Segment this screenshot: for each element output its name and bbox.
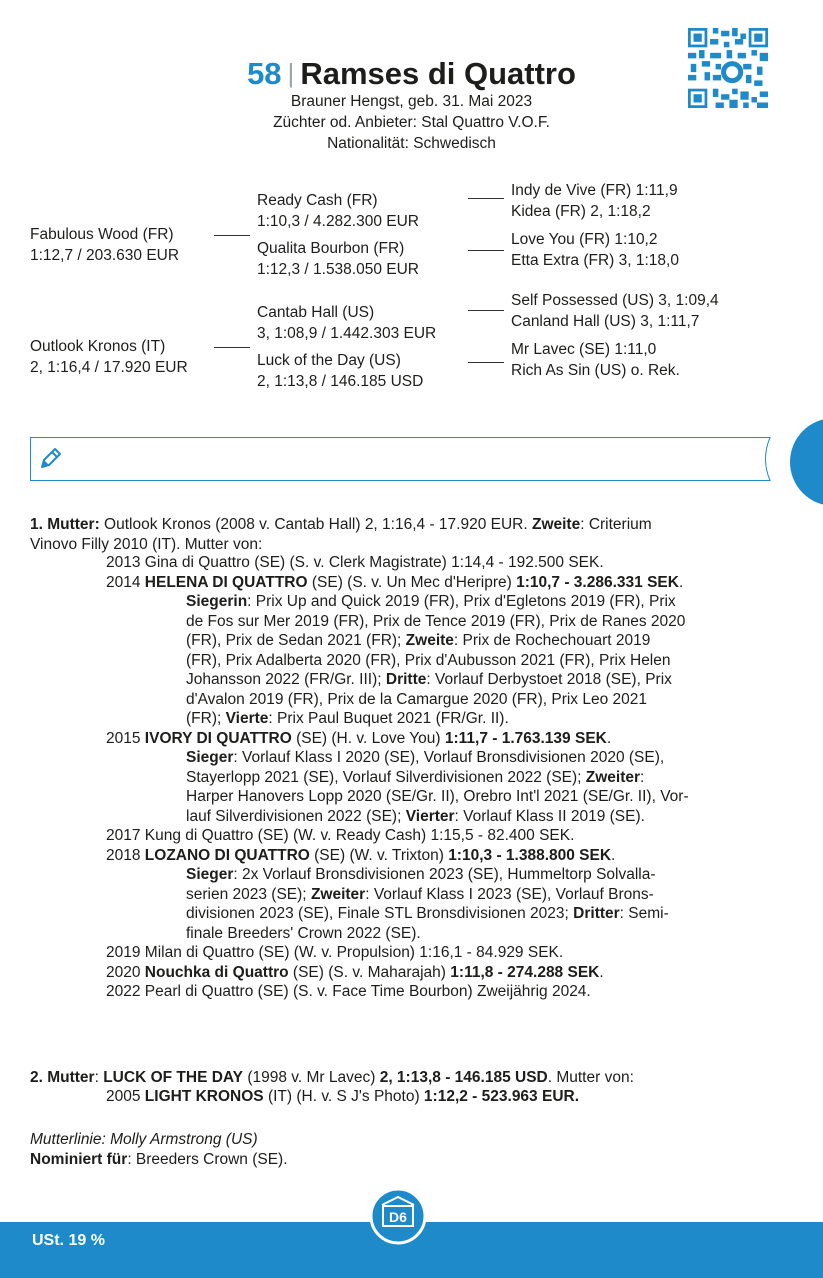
g3-group-3: [511, 290, 719, 332]
g3-ancestor: Love You (FR) 1:10,2: [511, 231, 658, 248]
text-span: divisionen 2023 (SE), Finale STL Bronsdivisionen 2023;: [186, 905, 574, 922]
offspring-record: 1:10,3 - 1.388.800 SEK: [448, 846, 612, 864]
pedigree-connector: [214, 347, 250, 348]
vat-label: USt. 19 %: [32, 1232, 105, 1249]
dam-dam: [257, 350, 423, 392]
offspring-name: IVORY DI QUATTRO: [144, 729, 292, 747]
mutterlinie: Mutterlinie: Molly Armstrong (US): [30, 1131, 258, 1148]
offspring-2015: [106, 729, 786, 749]
text-span: : Breeders Crown (SE).: [127, 1151, 288, 1168]
text-span: :: [94, 1069, 104, 1086]
offspring-record: 1:10,7 - 3.286.331 SEK: [516, 573, 679, 591]
g3-group-1: [511, 180, 678, 222]
text-line: (FR), Prix Adalberta 2020 (FR), Prix d'Aubusson 2021 (FR), Prix Helen: [186, 651, 671, 669]
text-span: Stayerlopp 2021 (SE), Vorlauf Silverdivisionen 2022 (SE);: [186, 768, 586, 786]
text-span: lauf Silverdivisionen 2022 (SE);: [186, 807, 406, 825]
g3-ancestor: Self Possessed (US) 3, 1:09,4: [511, 292, 719, 309]
notes-field-edge: [755, 437, 785, 481]
qr-code-icon[interactable]: [688, 28, 768, 108]
offspring-record: 1:11,7 - 1.763.139 SEK: [444, 729, 607, 747]
dam-dam-record: 2, 1:13,8 / 146.185 USD: [257, 373, 424, 390]
offspring-2019: 2019 Milan di Quattro (SE) (W. v. Propulsion) 1:16,1 - 84.929 SEK.: [106, 944, 564, 961]
pedigree-connector: [468, 310, 504, 311]
offspring-2015-results: [106, 748, 786, 826]
text-span: (FR), Prix de Sedan 2021 (FR);: [186, 632, 406, 649]
lot-number: 58: [247, 56, 282, 91]
side-tab[interactable]: [790, 418, 823, 506]
second-dam-name: LUCK OF THE DAY: [103, 1069, 244, 1086]
label-bold: Sieger: [186, 749, 234, 766]
second-dam-label: 2. Mutter: [30, 1069, 95, 1086]
pedigree-connector: [468, 198, 504, 199]
title-separator: |: [287, 58, 295, 88]
text-span: 2015: [106, 729, 145, 747]
offspring-2013: 2013 Gina di Quattro (SE) (S. v. Clerk Magistrate) 1:14,4 - 192.500 SEK.: [106, 554, 604, 571]
text-span: .: [678, 573, 684, 591]
sire-record: 1:12,7 / 203.630 EUR: [30, 247, 180, 264]
offspring-2018: [106, 846, 786, 866]
label-bold: Vierte: [225, 710, 269, 727]
offspring-list: [106, 553, 786, 1002]
dam-sire: [257, 302, 436, 344]
label-bold: Dritter: [573, 905, 620, 922]
breeder-line: Züchter od. Anbieter: Stal Quattro V.O.F.: [273, 114, 550, 131]
dam-sire-record: 3, 1:08,9 / 1.442.303 EUR: [257, 325, 437, 342]
text-line: de Fos sur Mer 2019 (FR), Prix de Tence 2019 (FR), Prix de Ranes 2020: [186, 612, 686, 630]
g3-ancestor: Mr Lavec (SE) 1:11,0: [511, 341, 657, 358]
text-span: : Semi-: [619, 905, 669, 922]
label-bold: Nominiert für: [30, 1151, 128, 1168]
text-span: Johansson 2022 (FR/Gr. III);: [186, 671, 386, 688]
offspring-2014: [106, 573, 786, 593]
offspring-name: LOZANO DI QUATTRO: [144, 846, 310, 864]
dam: [30, 336, 188, 378]
text-span: (IT) (H. v. S J's Photo): [263, 1088, 424, 1105]
offspring-name: LIGHT KRONOS: [144, 1088, 264, 1105]
text-line: d'Avalon 2019 (FR), Prix de la Camargue 2020 (FR), Prix Leo 2021: [186, 690, 648, 708]
first-dam-intro-2: Vinovo Filly 2010 (IT). Mutter von:: [30, 535, 263, 553]
nominated-line: [30, 1150, 288, 1170]
text-span: (SE) (H. v. Love You): [291, 729, 445, 747]
g3-group-4: [511, 339, 680, 381]
horse-name: Ramses di Quattro: [300, 56, 576, 91]
text-span: 2018: [106, 846, 145, 864]
first-dam-label: 1. Mutter:: [30, 516, 100, 533]
text-span: . Mutter von:: [547, 1069, 634, 1086]
sire-sire: [257, 190, 419, 232]
offspring-name: Nouchka di Quattro: [144, 963, 289, 981]
text-span: .: [611, 846, 616, 864]
text-span: : Prix de Rochechouart 2019: [453, 632, 651, 649]
g3-ancestor: Canland Hall (US) 3, 1:11,7: [511, 313, 700, 330]
dam-record: 2, 1:16,4 / 17.920 EUR: [30, 359, 188, 376]
offspring-name: HELENA DI QUATTRO: [144, 573, 308, 591]
text-span: (1998 v. Mr Lavec): [243, 1069, 380, 1086]
label-bold: Sieger: [186, 866, 234, 883]
notes-field[interactable]: [30, 437, 770, 481]
text-span: 2020: [106, 963, 145, 981]
sire: [30, 224, 179, 266]
text-span: :: [640, 768, 645, 786]
offspring-2022: 2022 Pearl di Quattro (SE) (S. v. Face Time Bourbon) Zweijährig 2024.: [106, 983, 591, 1000]
g3-ancestor: Rich As Sin (US) o. Rek.: [511, 362, 680, 379]
text-line: Harper Hanovers Lopp 2020 (SE/Gr. II), Orebro Int'l 2021 (SE/Gr. II), Vor-: [186, 788, 689, 805]
text-span: (SE) (S. v. Un Mec d'Heripre): [307, 573, 517, 591]
offspring-2017: 2017 Kung di Quattro (SE) (W. v. Ready Cash) 1:15,5 - 82.400 SEK.: [106, 827, 575, 844]
sire-sire-record: 1:10,3 / 4.282.300 EUR: [257, 213, 420, 230]
text-line: finale Breeders' Crown 2022 (SE).: [186, 924, 421, 942]
text-span: .: [606, 729, 612, 747]
offspring-2018-results: [106, 865, 786, 943]
text-span: : Prix Up and Quick 2019 (FR), Prix d'Egletons 2019 (FR), Prix: [247, 593, 676, 610]
second-dam-record: 2, 1:13,8 - 146.185 USD: [379, 1069, 548, 1086]
dam-name: Outlook Kronos (IT): [30, 338, 166, 355]
pedigree-connector: [214, 235, 250, 236]
sire-sire-name: Ready Cash (FR): [257, 192, 378, 209]
text-span: (FR);: [186, 710, 226, 727]
label-bold: Zweiter: [310, 885, 366, 903]
label-bold: Zweiter: [585, 768, 641, 786]
g3-ancestor: Etta Extra (FR) 3, 1:18,0: [511, 252, 679, 269]
text-span: : 2x Vorlauf Bronsdivisionen 2023 (SE), Hummeltorp Solvalla-: [233, 866, 656, 883]
text-span: : Vorlauf Klass I 2023 (SE), Vorlauf Brons-: [365, 885, 654, 903]
text-span: 2014: [106, 573, 145, 591]
offspring-2014-results: [106, 592, 786, 729]
offspring-record: 1:11,8 - 274.288 SEK: [450, 963, 600, 981]
nationality-line: Nationalität: Schwedisch: [327, 135, 496, 152]
sire-dam-record: 1:12,3 / 1.538.050 EUR: [257, 261, 420, 278]
badge-label: D6: [389, 1209, 407, 1225]
second-dam-line: [30, 1068, 790, 1088]
sire-dam: [257, 238, 419, 280]
label-bold: Siegerin: [186, 593, 248, 610]
g3-ancestor: Kidea (FR) 2, 1:18,2: [511, 203, 651, 220]
label-bold: Dritte: [385, 671, 427, 688]
label-bold: Vierter: [405, 807, 455, 825]
dam-sire-name: Cantab Hall (US): [257, 304, 375, 321]
sire-dam-name: Qualita Bourbon (FR): [257, 240, 405, 257]
text-span: serien 2023 (SE);: [186, 885, 311, 903]
text-span: : Criterium: [580, 516, 652, 533]
g3-group-2: [511, 229, 679, 271]
text-span: (SE) (S. v. Maharajah): [288, 963, 451, 981]
d6-badge-icon: [368, 1186, 428, 1246]
dam-dam-name: Luck of the Day (US): [257, 352, 401, 369]
text-span: (SE) (W. v. Trixton): [309, 846, 449, 864]
pedigree-connector: [468, 250, 504, 251]
label-bold: Zweite: [405, 632, 454, 649]
pedigree-connector: [468, 362, 504, 363]
pencil-icon[interactable]: [36, 445, 64, 473]
offspring-2005: [106, 1087, 579, 1107]
text-span: : Vorlauf Klass II 2019 (SE).: [454, 807, 645, 825]
offspring-2020: [106, 963, 786, 983]
g3-ancestor: Indy de Vive (FR) 1:11,9: [511, 182, 678, 199]
offspring-record: 1:12,2 - 523.963 EUR.: [423, 1088, 580, 1105]
sire-name: Fabulous Wood (FR): [30, 226, 174, 243]
first-dam-section: [30, 515, 790, 554]
first-dam-intro: Outlook Kronos (2008 v. Cantab Hall) 2, 1:16,4 - 17.920 EUR.: [99, 516, 532, 533]
text-span: : Prix Paul Buquet 2021 (FR/Gr. II).: [268, 710, 509, 727]
text-span: : Vorlauf Derbystoet 2018 (SE), Prix: [426, 671, 672, 688]
text-span: .: [599, 963, 604, 981]
label-bold: Zweite: [531, 516, 581, 533]
text-span: : Vorlauf Klass I 2020 (SE), Vorlauf Bronsdivisionen 2020 (SE),: [233, 749, 665, 766]
text-span: 2005: [106, 1088, 145, 1105]
horse-description: Brauner Hengst, geb. 31. Mai 2023: [290, 93, 533, 110]
